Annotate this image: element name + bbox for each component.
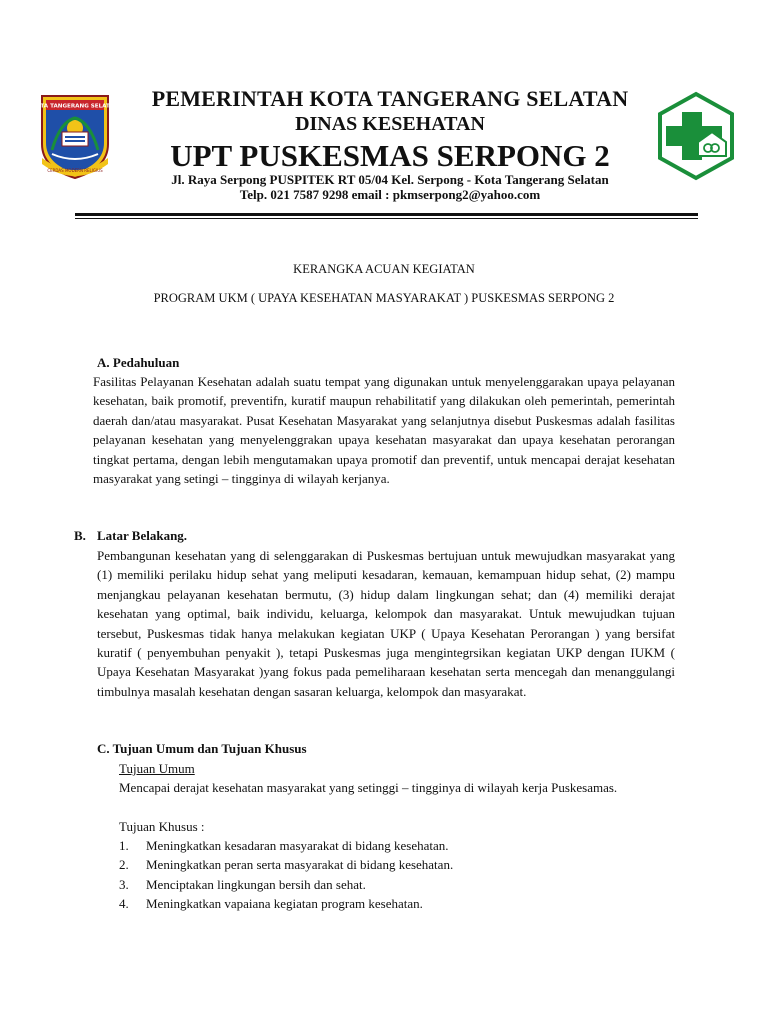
- list-item-number: 3.: [119, 876, 129, 892]
- header-department-name: DINAS KESEHATAN: [295, 113, 485, 135]
- list-item-text: Meningkatkan kesadaran masyarakat di bidang kesehatan.: [146, 838, 449, 853]
- list-item-text: Meningkatkan peran serta masyarakat di bidang kesehatan.: [146, 857, 454, 873]
- svg-text:CERDAS MODERN RELIGIUS: CERDAS MODERN RELIGIUS: [47, 168, 103, 173]
- list-item-text: Meningkatkan vapaiana kegiatan program kesehatan.: [146, 896, 423, 912]
- list-item-number: 2.: [119, 857, 129, 873]
- tujuan-umum-label: Tujuan Umum: [119, 761, 195, 776]
- section-a-body: Fasilitas Pelayanan Kesehatan adalah suatu tempat yang digunakan untuk menyelenggarakan upaya pelayanan kesehatan, baik promotif, preventifn, kuratif maupun rehabilitatif yang dilakukan oleh pemerintah, pemerintah daerah dan/atau masyarakat. Pusat Kesehatan Masyarakat yang selanjutnya disebut Puskesmas adalah fasilitas pelayanan kesehatan yang menyelenggrakan upaya kesehatan masyarakat dan upaya kesehatan perorangan tingkat pertama, dengan lebih mengutamakan upaya promotif dan preventif, untuk mencapai derajat kesehatan masyarakat yang setingi – tingginya di wilayah kerjanya.: [93, 374, 675, 487]
- list-item-text: Menciptakan lingkungan bersih dan sehat.: [146, 876, 366, 892]
- header-address: Jl. Raya Serpong PUSPITEK RT 05/04 Kel. Serpong - Kota Tangerang Selatan: [171, 172, 609, 187]
- tujuan-khusus-label: Tujuan Khusus :: [119, 819, 205, 834]
- list-item: [119, 875, 675, 894]
- tujuan-umum-body: Mencapai derajat kesehatan masyarakat yang setinggi – tingginya di wilayah kerja Puskesamas.: [119, 780, 618, 795]
- document-subtitle: PROGRAM UKM ( UPAYA KESEHATAN MASYARAKAT ) PUSKESMAS SERPONG 2: [153, 291, 615, 305]
- puskesmas-logo: [652, 92, 740, 180]
- section-b-body: Pembangunan kesehatan yang di selenggarakan di Puskesmas bertujuan untuk mewujudkan masyarakat yang (1) memiliki perilaku hidup sehat yang meliputi kesadaran, kemauan, kemampuan hidup sehat, (2) mampu menjangkau pelayanan kesehatan bermutu, (3) hidup dalam lingkungan sehat; dan (4) memiliki derajat kesehatan yang optimal, baik individu, keluarga, kelompok dan masyarakat. Untuk mewujudkan tujuan tersebut, Puskesmas tidak hanya melakukan kegiatan UKP ( Upaya Kesehatan Perorangan ) yang bersifat kuratif ( penyembuhan penyakit ), tetapi Puskesmas juga mengintegrsikan kegiatan UKP dengan IUKM ( Upaya Kesehatan Masyarakat )yang fokus pada pemeliharaan kesehatan serta mencegah dan menanggulangi timbulnya masalah kesehatan dengan sasaran keluarga, kelompok dan masyarakat.: [97, 548, 675, 699]
- list-item: [119, 855, 675, 874]
- header-divider-thin: [75, 218, 698, 219]
- header-government-name: PEMERINTAH KOTA TANGERANG SELATAN: [151, 86, 629, 111]
- header-divider-thick: [75, 213, 698, 216]
- section-b-letter: B.: [74, 528, 86, 543]
- header-contact: Telp. 021 7587 9298 email : pkmserpong2@yahoo.com: [239, 187, 541, 202]
- section-c-heading: C. Tujuan Umum dan Tujuan Khusus: [97, 741, 307, 756]
- section-a-heading: A. Pedahuluan: [97, 355, 180, 370]
- list-item: [119, 836, 675, 855]
- tangsel-emblem-logo: [31, 92, 119, 180]
- list-item-number: 4.: [119, 896, 129, 912]
- header-institution-name: UPT PUSKESMAS SERPONG 2: [170, 138, 610, 173]
- header-address-block: [100, 172, 680, 202]
- list-item: [119, 894, 675, 913]
- document-title: KERANGKA ACUAN KEGIATAN: [293, 262, 475, 276]
- section-b-heading: Latar Belakang.: [97, 528, 188, 543]
- svg-text:KOTA TANGERANG SELATAN: KOTA TANGERANG SELATAN: [31, 103, 119, 110]
- tujuan-khusus-list: [119, 836, 675, 914]
- list-item-number: 1.: [119, 838, 129, 853]
